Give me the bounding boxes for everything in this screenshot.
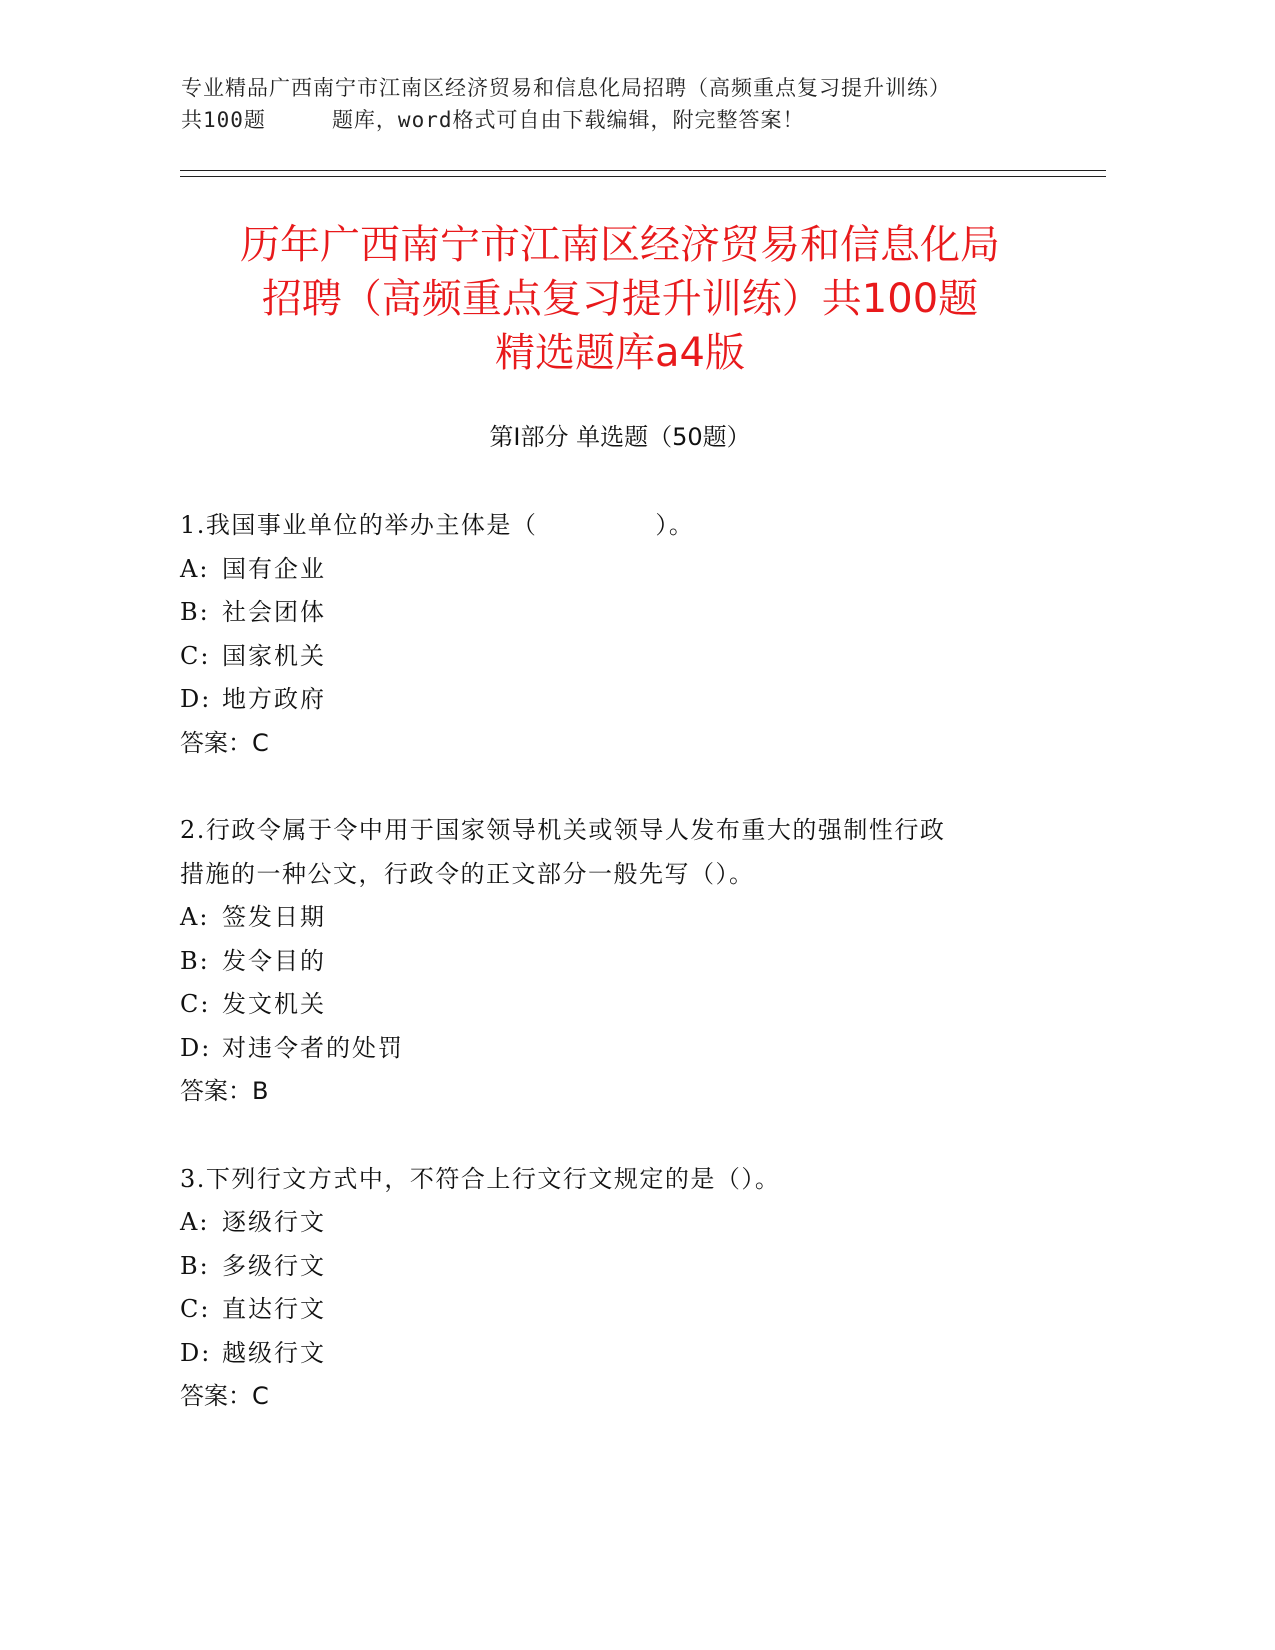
header-note	[181, 72, 1061, 136]
option-letter: A:	[180, 554, 210, 583]
header-line-2	[181, 104, 1061, 136]
option-a	[180, 1201, 1020, 1245]
option-text: 直达行文	[222, 1295, 326, 1323]
document-title	[180, 218, 1060, 380]
header-divider-top	[180, 170, 1106, 171]
option-letter: A:	[180, 1208, 210, 1236]
option-b	[180, 940, 1020, 984]
question-2	[180, 809, 1020, 1114]
option-b	[180, 1245, 1020, 1289]
question-stem: 3.下列行文方式中，不符合上行文行文规定的是（）。	[180, 1164, 781, 1193]
option-text: 国家机关	[222, 641, 326, 670]
option-text: 对违令者的处罚	[222, 1033, 404, 1062]
title-line-1: 历年广西南宁市江南区经济贸易和信息化局	[240, 222, 1000, 268]
option-text: 签发日期	[222, 903, 326, 931]
option-letter: A:	[180, 903, 210, 931]
option-text: 发文机关	[222, 990, 326, 1018]
option-letter: C:	[180, 641, 211, 670]
option-letter: B:	[180, 598, 210, 626]
option-letter: D:	[180, 1338, 212, 1367]
option-letter: B:	[180, 946, 210, 975]
option-d	[180, 1332, 1020, 1376]
title-line-2: 招聘（高频重点复习提升训练）共100题	[261, 276, 979, 322]
header-divider-bottom	[180, 176, 1106, 177]
answer: 答案：B	[180, 1077, 269, 1105]
option-letter: B:	[180, 1251, 210, 1280]
option-a	[180, 548, 1020, 592]
header-line-1: 专业精品广西南宁市江南区经济贸易和信息化局招聘（高频重点复习提升训练）	[181, 76, 951, 100]
answer: 答案：C	[180, 1382, 269, 1410]
option-text: 国有企业	[222, 554, 326, 583]
option-c	[180, 1288, 1020, 1332]
option-text: 地方政府	[222, 685, 326, 713]
option-text: 多级行文	[222, 1251, 326, 1280]
option-d	[180, 678, 1020, 722]
option-b	[180, 591, 1020, 635]
option-d	[180, 1027, 1020, 1071]
option-letter: D:	[180, 685, 212, 713]
option-letter: C:	[180, 1295, 211, 1323]
question-3	[180, 1158, 1020, 1419]
option-text: 逐级行文	[222, 1208, 326, 1236]
question-stem: 2.行政令属于令中用于国家领导机关或领导人发布重大的强制性行政 措施的一种公文，行政令的正文部分一般先写（）。	[180, 816, 946, 888]
title-line-3: 精选题库a4版	[495, 330, 745, 376]
header-count: 共100题	[181, 108, 266, 132]
section-title: 第I部分 单选题（50题）	[489, 423, 751, 451]
option-text: 越级行文	[222, 1338, 326, 1367]
option-letter: C:	[180, 990, 211, 1018]
answer: 答案：C	[180, 728, 269, 757]
question-list	[180, 504, 1020, 1463]
option-letter: D:	[180, 1033, 212, 1062]
option-text: 社会团体	[222, 598, 326, 626]
header-description: 题库，word格式可自由下载编辑，附完整答案！	[331, 108, 805, 132]
option-c	[180, 635, 1020, 679]
question-stem: 1.我国事业单位的举办主体是（ ）。	[180, 511, 695, 539]
option-text: 发令目的	[222, 946, 326, 975]
option-c	[180, 983, 1020, 1027]
question-1	[180, 504, 1020, 765]
option-a	[180, 896, 1020, 940]
